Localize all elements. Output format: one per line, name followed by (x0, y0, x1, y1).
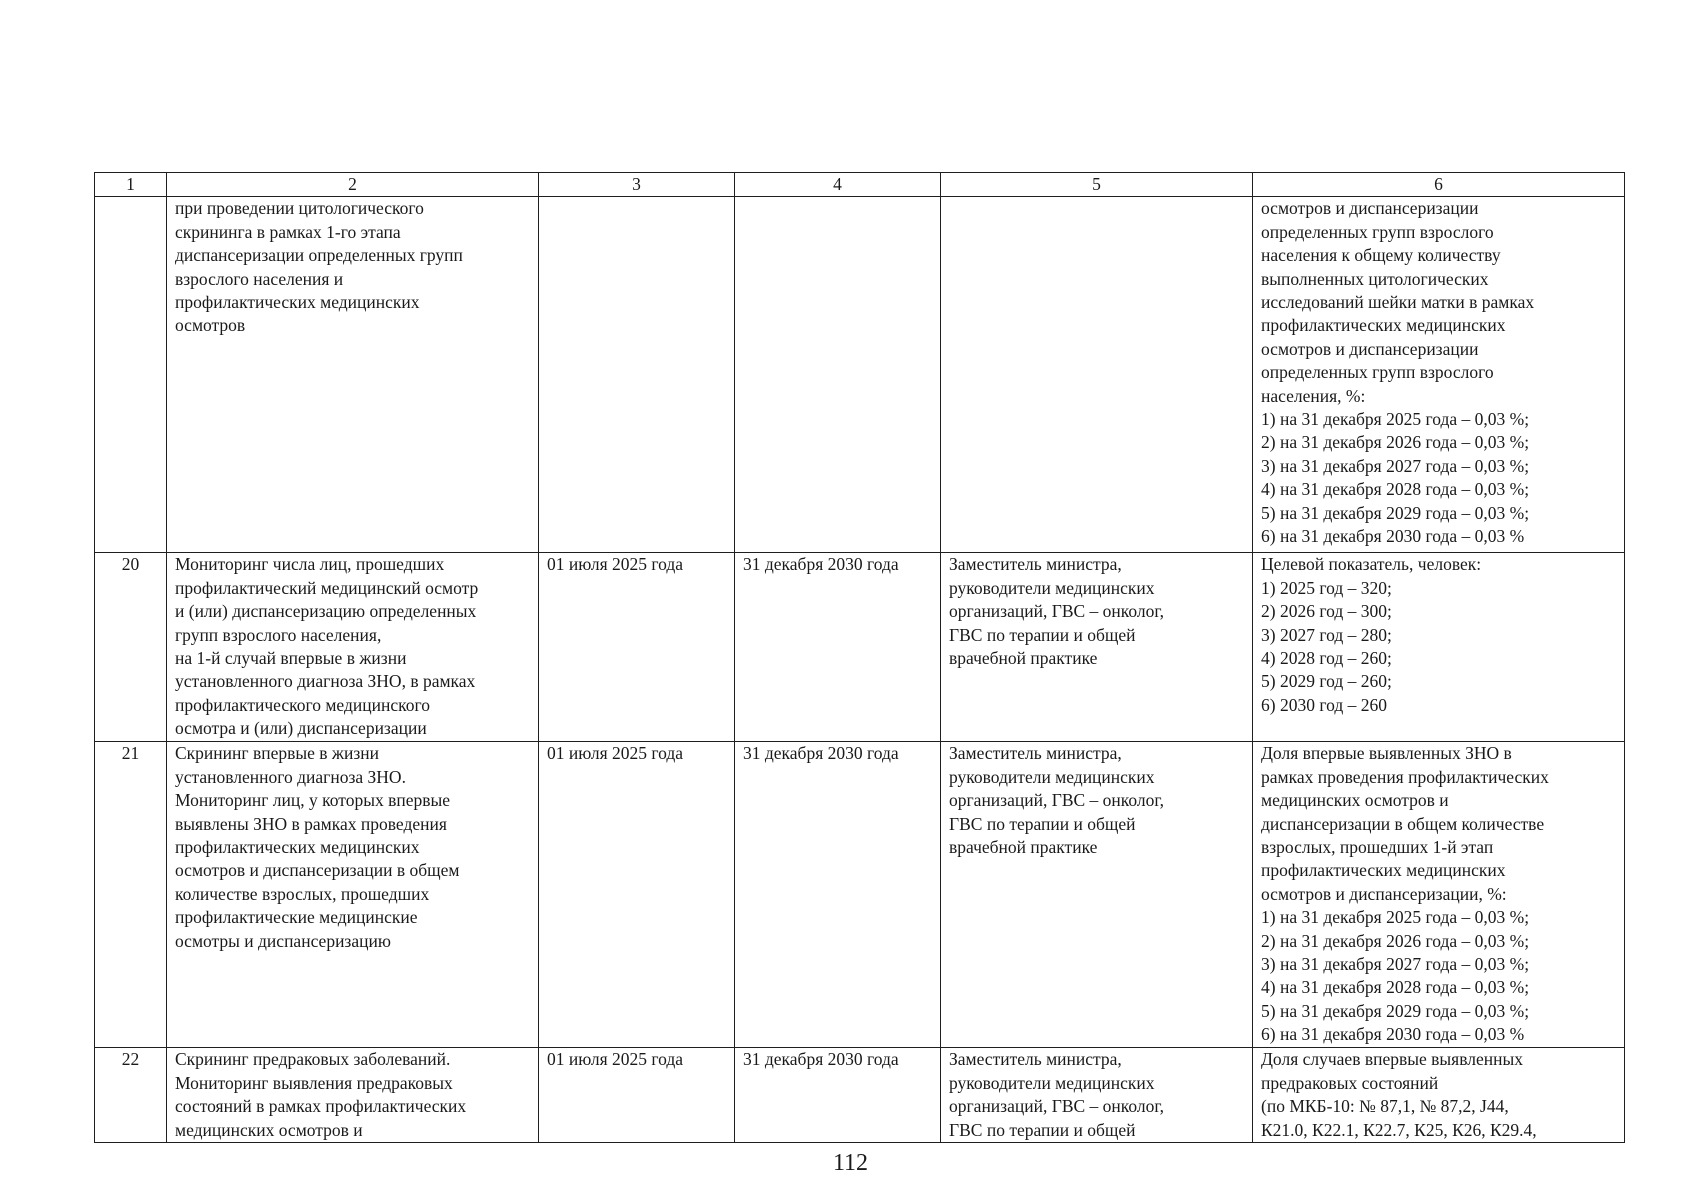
target-indicator: Доля случаев впервые выявленных предраковых состояний (по МКБ-10: № 87,1, № 87,2, J44, К21.0, К22.1, К22.7, К25, К26, К29.4, (1253, 1048, 1625, 1143)
plan-table (94, 172, 1625, 1143)
column-number: 3 (539, 173, 735, 197)
end-date: 31 декабря 2030 года (735, 742, 941, 1048)
responsible-persons: Заместитель министра, руководители медицинских организаций, ГВС – онколог, ГВС по терапии и общей врачебной практике (941, 553, 1253, 742)
target-indicator: осмотров и диспансеризации определенных групп взрослого населения к общему количеству выполненных цитологических исследований шейки матки в рамках профилактических медицинских осмотров и диспансеризации определенных групп взрослого населения, %: 1) на 31 декабря 2025 года – 0,03 %; 2) на 31 декабря 2026 года – 0,03 %; 3) на 31 декабря 2027 года – 0,03 %; 4) на 31 декабря 2028 года – 0,03 %; 5) на 31 декабря 2029 года – 0,03 %; 6) на 31 декабря 2030 года – 0,03 % (1253, 197, 1625, 553)
column-number: 4 (735, 173, 941, 197)
responsible-persons: Заместитель министра, руководители медицинских организаций, ГВС – онколог, ГВС по терапии и общей (941, 1048, 1253, 1143)
row-number: 22 (95, 1048, 167, 1143)
page-number: 112 (832, 1150, 869, 1176)
event-description: при проведении цитологического скрининга в рамках 1-го этапа диспансеризации определенных групп взрослого населения и профилактических медицинских осмотров (167, 197, 539, 553)
row-number: 21 (95, 742, 167, 1048)
event-description: Скрининг впервые в жизни установленного диагноза ЗНО. Мониторинг лиц, у которых впервые выявлены ЗНО в рамках проведения профилактических медицинских осмотров и диспансеризации в общем количестве взрослых, прошедших профилактические медицинские осмотры и диспансеризацию (167, 742, 539, 1048)
target-indicator: Целевой показатель, человек: 1) 2025 год – 320; 2) 2026 год – 300; 3) 2027 год – 280; 4) 2028 год – 260; 5) 2029 год – 260; 6) 2030 год – 260 (1253, 553, 1625, 742)
column-number: 2 (167, 173, 539, 197)
column-number: 5 (941, 173, 1253, 197)
event-description: Мониторинг числа лиц, прошедших профилактический медицинский осмотр и (или) диспансеризацию определенных групп взрослого населения, на 1-й случай впервые в жизни установленного диагноза ЗНО, в рамках профилактического медицинского осмотра и (или) диспансеризации (167, 553, 539, 742)
table-row (95, 1048, 1625, 1143)
table-row (95, 197, 1625, 553)
row-number (95, 197, 167, 553)
column-number: 1 (95, 173, 167, 197)
event-description: Скрининг предраковых заболеваний. Мониторинг выявления предраковых состояний в рамках профилактических медицинских осмотров и (167, 1048, 539, 1143)
start-date: 01 июля 2025 года (539, 742, 735, 1048)
start-date: 01 июля 2025 года (539, 553, 735, 742)
end-date (735, 197, 941, 553)
responsible-persons (941, 197, 1253, 553)
start-date (539, 197, 735, 553)
end-date: 31 декабря 2030 года (735, 553, 941, 742)
column-number-row (95, 173, 1625, 197)
responsible-persons: Заместитель министра, руководители медицинских организаций, ГВС – онколог, ГВС по терапии и общей врачебной практике (941, 742, 1253, 1048)
target-indicator: Доля впервые выявленных ЗНО в рамках проведения профилактических медицинских осмотров и диспансеризации в общем количестве взрослых, прошедших 1-й этап профилактических медицинских осмотров и диспансеризации, %: 1) на 31 декабря 2025 года – 0,03 %; 2) на 31 декабря 2026 года – 0,03 %; 3) на 31 декабря 2027 года – 0,03 %; 4) на 31 декабря 2028 года – 0,03 %; 5) на 31 декабря 2029 года – 0,03 %; 6) на 31 декабря 2030 года – 0,03 % (1253, 742, 1625, 1048)
end-date: 31 декабря 2030 года (735, 1048, 941, 1143)
start-date: 01 июля 2025 года (539, 1048, 735, 1143)
table-row (95, 553, 1625, 742)
column-number: 6 (1253, 173, 1625, 197)
table-row (95, 742, 1625, 1048)
row-number: 20 (95, 553, 167, 742)
